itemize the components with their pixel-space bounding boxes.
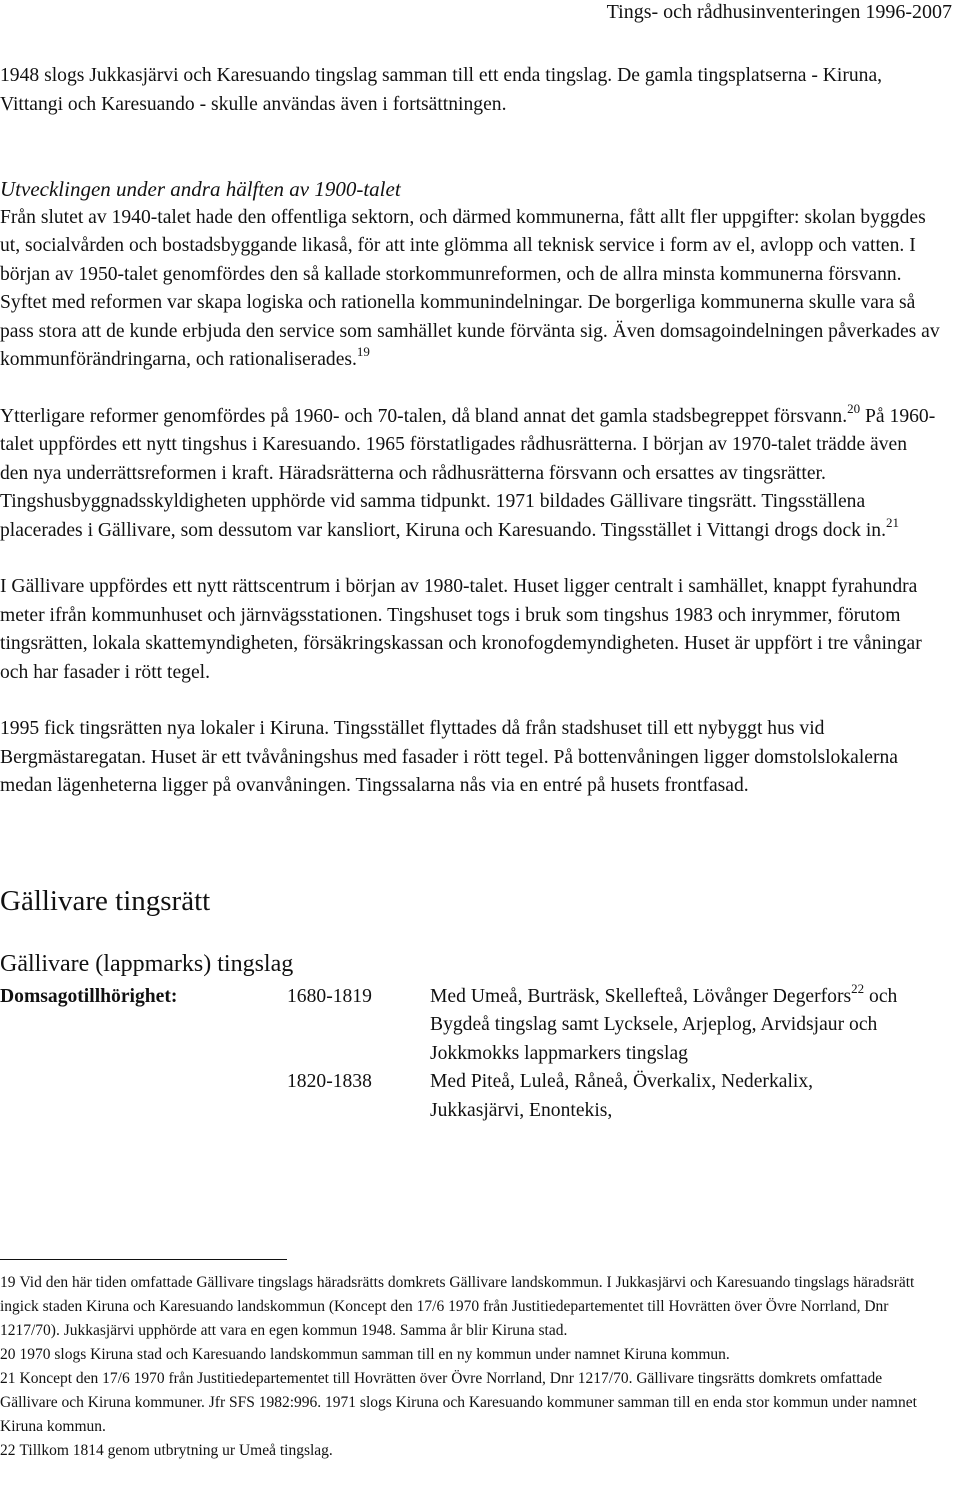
development-paragraph-4: 1995 fick tingsrätten nya lokaler i Kiruna. Tingsstället flyttades då från stadshuset till ett nybyggt hus vid Bergmästaregatan. Huset är ett tvåvåningshus med fasader i rött tegel. På bottenvåningen ligger domstolslokalerna medan lägenheterna ligger på ovanvåningen. Tingssalarna nås via en entré på husets frontfasad. xyxy=(0,718,898,796)
intro-paragraph: 1948 slogs Jukkasjärvi och Karesuando tingslag samman till ett enda tingslag. De gamla tingsplatserna - Kiruna, Vittangi och Karesuando - skulle användas även i fortsättningen. xyxy=(0,65,883,115)
footnote-text: Koncept den 17/6 1970 från Justitiedepartementet till Hovrätten över Övre Norrland, Dnr 1217/70. Gällivare tingsrätts domkrets omfattade Gällivare och Kiruna kommuner. Jfr SFS 1982:996. 1971 slogs Kiruna och Karesuando kommuner samman till en enda stor kommun under namnet Kiruna kommun. xyxy=(0,1370,917,1435)
running-header xyxy=(607,0,952,24)
domsago-table xyxy=(0,980,940,1126)
paragraph-gap xyxy=(0,687,940,715)
footnote-ref-20[interactable]: 20 xyxy=(847,400,861,416)
paragraph-gap xyxy=(0,119,940,147)
paragraph-gap xyxy=(0,545,940,573)
footnote-text: Vid den här tiden omfattade Gällivare tingslags häradsrätts domkrets Gällivare landskommun. I Jukkasjärvi och Karesuando tingslags häradsrätt ingick staden Kiruna och Karesuando landskommun (Koncept den 17/6 1970 från Justitiedepartementet till Hovrätten över Övre Norrland, Dnr 1217/70). Jukkasjärvi upphörde att vara en egen kommun 1948. Samma år blir Kiruna stad. xyxy=(0,1274,915,1339)
footnotes xyxy=(0,1271,920,1463)
paragraph-gap xyxy=(0,147,940,175)
footnote-21 xyxy=(0,1367,920,1439)
section-heading-development: Utvecklingen under andra hälften av 1900-talet xyxy=(0,177,401,201)
paragraph-text: Från slutet av 1940-talet hade den offentliga sektorn, och därmed kommunerna, fått allt fler uppgifter: skolan byggdes ut, socialvården och bostadsbyggande likaså, för att inte glömma all teknisk service i form av el, avlopp och vatten. I början av 1950-talet genomfördes den så kallade storkommunreformen, och de allra minsta kommunerna försvann. Syftet med reformen var skapa logiska och rationella kommunindelningar. De borgerliga kommunerna skulle vara så pass stora att de kunde erbjuda den service som samhället kunde förvänta sig. Även domsagoindelningen påverkades av kommunförändringarna, och rationaliserades. xyxy=(0,206,940,370)
header-title: Tings- och rådhusinventeringen 1996-2007 xyxy=(606,1,952,23)
footnote-22 xyxy=(0,1439,920,1463)
description-text: Med Umeå, Burträsk, Skellefteå, Lövånger Degerfors xyxy=(430,985,852,1007)
footnote-number: 21 xyxy=(0,1370,16,1387)
footnote-number: 22 xyxy=(0,1442,16,1459)
footnote-ref-22[interactable]: 22 xyxy=(851,980,865,996)
footnote-ref-21[interactable]: 21 xyxy=(886,514,900,530)
description-text: och Bygdeå tingslag samt Lycksele, Arjeplog, Arvidsjaur och Jokkmokks lappmarkers tingslag xyxy=(430,985,898,1064)
footnote-20 xyxy=(0,1343,920,1367)
footnote-text: Tillkom 1814 genom utbrytning ur Umeå tingslag. xyxy=(19,1442,333,1459)
domsago-row xyxy=(0,980,940,1069)
paragraph-text: Ytterligare reformer genomfördes på 1960- och 70-talen, då bland annat det gamla stadsbegreppet försvann. xyxy=(0,405,848,427)
main-content xyxy=(0,62,940,1125)
court-heading: Gällivare tingsrätt xyxy=(0,884,211,917)
domsago-period: 1820-1838 xyxy=(287,1071,372,1092)
domsago-description xyxy=(430,1068,910,1125)
paragraph-gap xyxy=(0,375,940,403)
footnote-separator xyxy=(0,1259,287,1260)
footnote-19 xyxy=(0,1271,920,1343)
description-text: Med Piteå, Luleå, Råneå, Överkalix, Nederkalix, Jukkasjärvi, Enontekis, xyxy=(430,1071,814,1121)
development-paragraph-3: I Gällivare uppfördes ett nytt rättscentrum i början av 1980-talet. Huset ligger centralt i samhället, knappt fyrahundra meter ifrån kommunhuset och järnvägsstationen. Tingshuset togs i bruk som tingshus 1983 och inrymmer, förutom tingsrätten, lokala skattemyndigheten, försäkringskassan och kronofogdemyndigheten. Huset är uppfört i tre våningar och har fasader i rött tegel. xyxy=(0,576,922,683)
section-gap xyxy=(0,801,940,883)
footnote-number: 19 xyxy=(0,1274,16,1291)
development-paragraph-2 xyxy=(0,400,940,546)
footnote-number: 20 xyxy=(0,1346,16,1363)
domsago-period: 1680-1819 xyxy=(287,985,372,1007)
domsago-description xyxy=(430,980,910,1069)
footnote-text: 1970 slogs Kiruna stad och Karesuando landskommun samman till en ny kommun under namnet Kiruna kommun. xyxy=(19,1346,730,1363)
paragraph-text: På 1960-talet uppfördes ett nytt tingshus i Karesuando. 1965 förstatligades rådhusrätterna. I början av 1970-talet trädde även den nya underrättsreformen i kraft. Häradsrätterna och rådhusrätterna försvann och ersattes av tingsrätter. Tingshusbyggnadsskyldigheten upphörde vid samma tidpunkt. 1971 bildades Gällivare tingsrätt. Tingsställena placerades i Gällivare, som dessutom var kansliort, Kiruna och Karesuando. Tingsstället i Vittangi drogs dock in. xyxy=(0,405,936,541)
domsago-row xyxy=(0,1068,940,1125)
domsago-label: Domsagotillhörighet: xyxy=(0,985,178,1007)
footnote-ref-19[interactable]: 19 xyxy=(356,344,370,359)
development-paragraph-1 xyxy=(0,204,940,375)
heading-gap xyxy=(0,919,940,949)
court-subheading: Gällivare (lappmarks) tingslag xyxy=(0,950,294,977)
